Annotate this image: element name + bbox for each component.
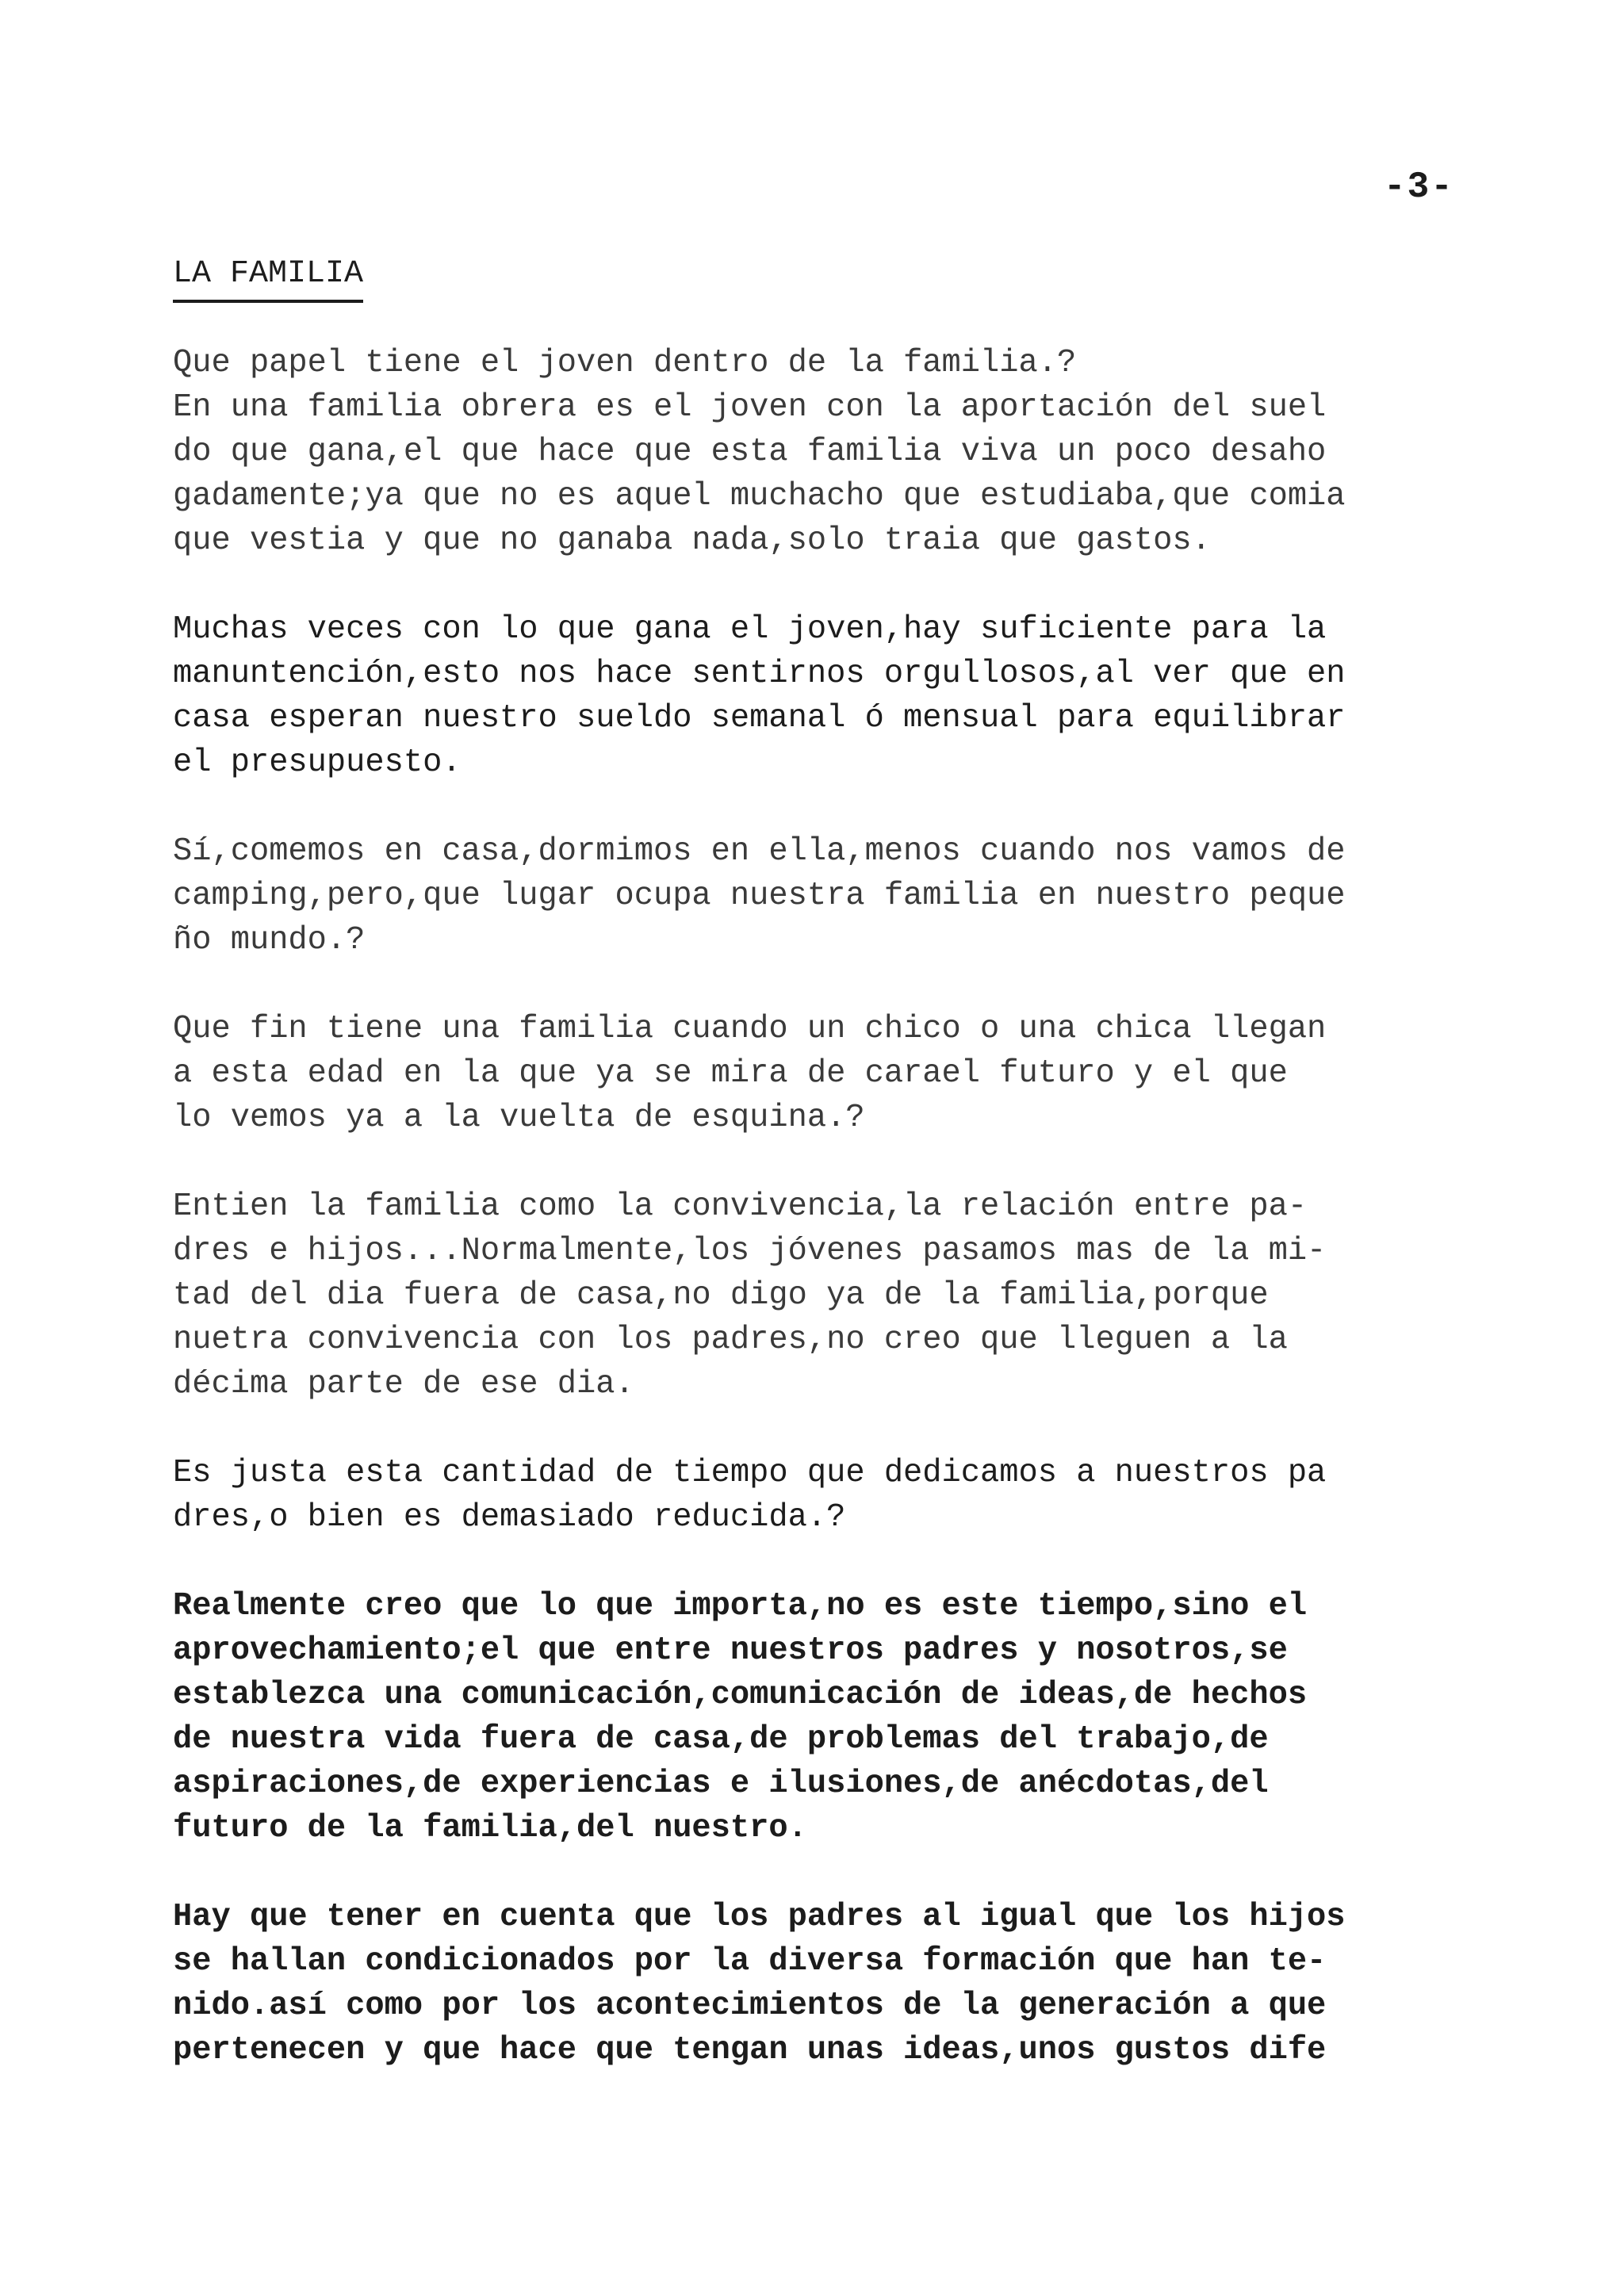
- text-line: gadamente;ya que no es aquel muchacho que estudiaba,que comia: [173, 478, 1346, 515]
- text-line: Sí,comemos en casa,dormimos en ella,menos cuando nos vamos de: [173, 833, 1346, 870]
- text-line: lo vemos ya a la vuelta de esquina.?: [173, 1100, 865, 1136]
- text-line: ño mundo.?: [173, 922, 366, 959]
- text-line: nido.así como por los acontecimientos de la generación a que: [173, 1988, 1327, 2024]
- text-line: nuetra convivencia con los padres,no creo que lleguen a la: [173, 1322, 1288, 1358]
- text-line: En una familia obrera es el joven con la aportación del suel: [173, 389, 1327, 426]
- text-line: do que gana,el que hace que esta familia viva un poco desaho: [173, 434, 1327, 470]
- paragraph-4: [173, 1007, 1521, 1140]
- text-line: aspiraciones,de experiencias e ilusiones,de anécdotas,del: [173, 1766, 1269, 1802]
- paragraph-2: [173, 607, 1521, 785]
- text-line: de nuestra vida fuera de casa,de problemas del trabajo,de: [173, 1721, 1269, 1758]
- text-line: manuntención,esto nos hace sentirnos orgullosos,al ver que en: [173, 656, 1346, 692]
- text-line: se hallan condicionados por la diversa formación que han te-: [173, 1943, 1327, 1980]
- text-line: a esta edad en la que ya se mira de carael futuro y el que: [173, 1055, 1288, 1092]
- text-line: dres,o bien es demasiado reducida.?: [173, 1499, 846, 1536]
- text-line: casa esperan nuestro sueldo semanal ó mensual para equilibrar: [173, 700, 1346, 737]
- paragraph-5: [173, 1184, 1521, 1406]
- text-line: dres e hijos...Normalmente,los jóvenes pasamos mas de la mi-: [173, 1233, 1327, 1269]
- text-line: pertenecen y que hace que tengan unas ideas,unos gustos dife: [173, 2032, 1327, 2068]
- text-line: establezca una comunicación,comunicación de ideas,de hechos: [173, 1677, 1308, 1713]
- text-line: Que fin tiene una familia cuando un chico o una chica llegan: [173, 1011, 1327, 1047]
- text-line: tad del dia fuera de casa,no digo ya de la familia,porque: [173, 1277, 1269, 1314]
- paragraph-3: [173, 829, 1521, 962]
- section-title: LA FAMILIA: [173, 252, 363, 303]
- text-line: Entien la familia como la convivencia,la relación entre pa-: [173, 1188, 1308, 1225]
- text-line: Realmente creo que lo que importa,no es este tiempo,sino el: [173, 1588, 1308, 1624]
- paragraph-1: [173, 341, 1521, 563]
- page-number: -3-: [1384, 166, 1454, 208]
- text-line: futuro de la familia,del nuestro.: [173, 1810, 807, 1846]
- document-body: [173, 341, 1521, 2072]
- paragraph-6: [173, 1451, 1521, 1540]
- paragraph-7: [173, 1584, 1521, 1850]
- text-line: décima parte de ese dia.: [173, 1366, 634, 1402]
- text-line: aprovechamiento;el que entre nuestros padres y nosotros,se: [173, 1632, 1288, 1669]
- text-line: Que papel tiene el joven dentro de la familia.?: [173, 345, 1077, 381]
- text-line: que vestia y que no ganaba nada,solo traia que gastos.: [173, 522, 1211, 559]
- text-line: camping,pero,que lugar ocupa nuestra familia en nuestro peque: [173, 878, 1346, 914]
- text-line: Muchas veces con lo que gana el joven,hay suficiente para la: [173, 611, 1327, 648]
- text-line: el presupuesto.: [173, 744, 462, 781]
- text-line: Hay que tener en cuenta que los padres al igual que los hijos: [173, 1899, 1346, 1935]
- text-line: Es justa esta cantidad de tiempo que dedicamos a nuestros pa: [173, 1455, 1327, 1491]
- paragraph-8: [173, 1895, 1521, 2072]
